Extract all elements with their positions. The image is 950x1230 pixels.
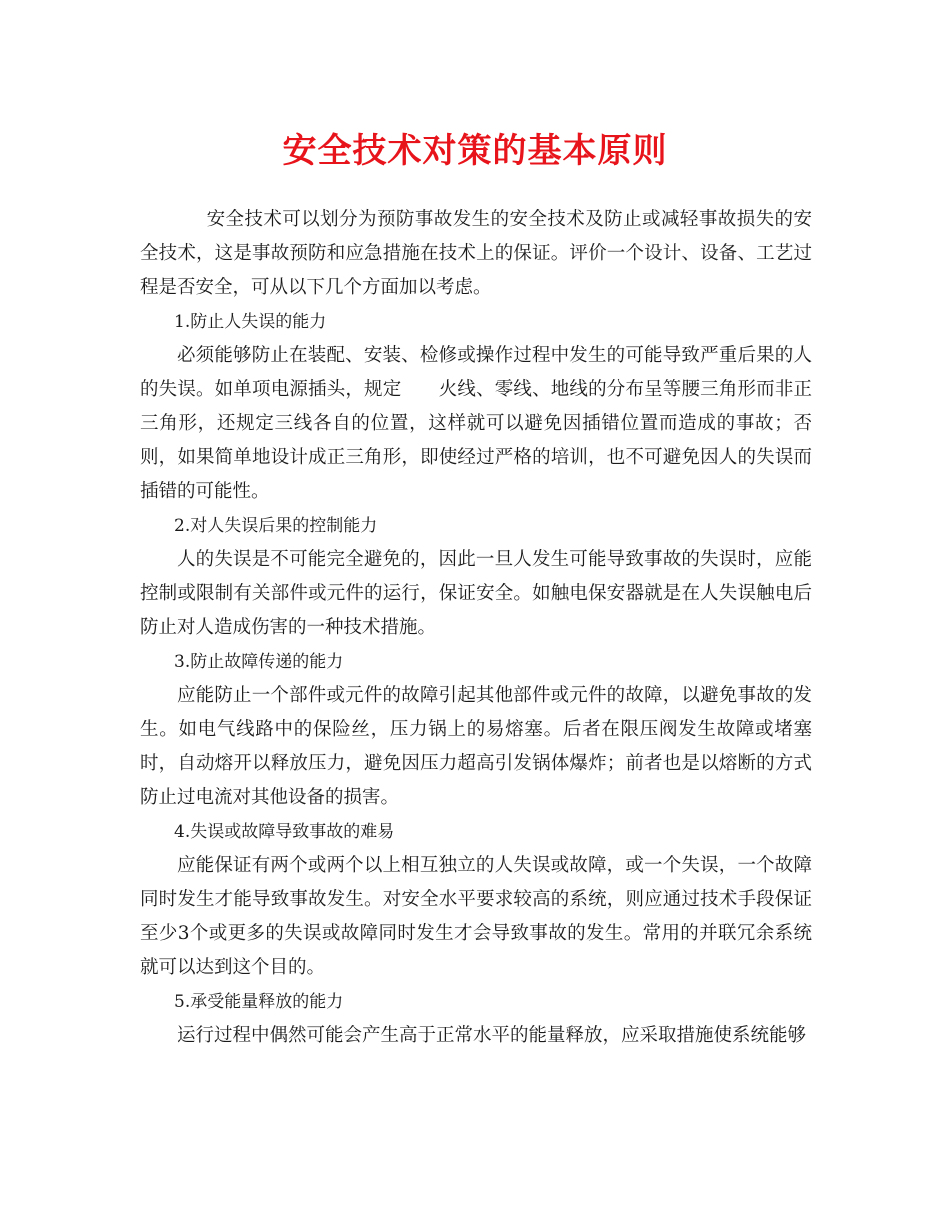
section-heading: 3.防止故障传递的能力: [174, 652, 344, 672]
section-paragraph: 应能防止一个部件或元件的故障引起其他部件或元件的故障，以避免事故的发生。如电气线路中的保险丝，压力锅上的易熔塞。后者在限压阀发生故障或堵塞时，自动熔开以释放压力，避免因压力超高引发锅体爆炸；前者也是以熔断的方式防止过电流对其他设备的损害。: [140, 685, 812, 808]
section-heading: 1.防止人失误的能力: [174, 312, 327, 332]
section-paragraph: 运行过程中偶然可能会产生高于正常水平的能量释放，应采取措施使系统能够: [177, 1025, 807, 1046]
section-heading: 2.对人失误后果的控制能力: [174, 516, 378, 536]
intro-paragraph: 安全技术可以划分为预防事故发生的安全技术及防止或减轻事故损失的安全技术，这是事故预防和应急措施在技术上的保证。评价一个设计、设备、工艺过程是否安全，可从以下几个方面加以考虑。: [140, 209, 812, 298]
document-title: 安全技术对策的基本原则: [282, 131, 668, 171]
section-paragraph: 必须能够防止在装配、安装、检修或操作过程中发生的可能导致严重后果的人的失误。如单项电源插头，规定 火线、零线、地线的分布呈等腰三角形而非正三角形，还规定三线各自的位置，这样就可以避免因插错位置而造成的事故；否则，如果简单地设计成正三角形，即使经过严格的培训，也不可避免因人的失误而插错的可能性。: [140, 345, 812, 502]
document-body: [140, 203, 812, 1053]
section-paragraph: 应能保证有两个或两个以上相互独立的人失误或故障，或一个失误，一个故障同时发生才能导致事故发生。对安全水平要求较高的系统，则应通过技术手段保证至少3个或更多的失误或故障同时发生才会导致事故的发生。常用的并联冗余系统就可以达到这个目的。: [140, 855, 812, 978]
section-heading: 4.失误或故障导致事故的难易: [174, 822, 395, 842]
section-heading: 5.承受能量释放的能力: [174, 992, 344, 1012]
section-paragraph: 人的失误是不可能完全避免的，因此一旦人发生可能导致事故的失误时，应能控制或限制有关部件或元件的运行，保证安全。如触电保安器就是在人失误触电后防止对人造成伤害的一种技术措施。: [140, 549, 812, 638]
